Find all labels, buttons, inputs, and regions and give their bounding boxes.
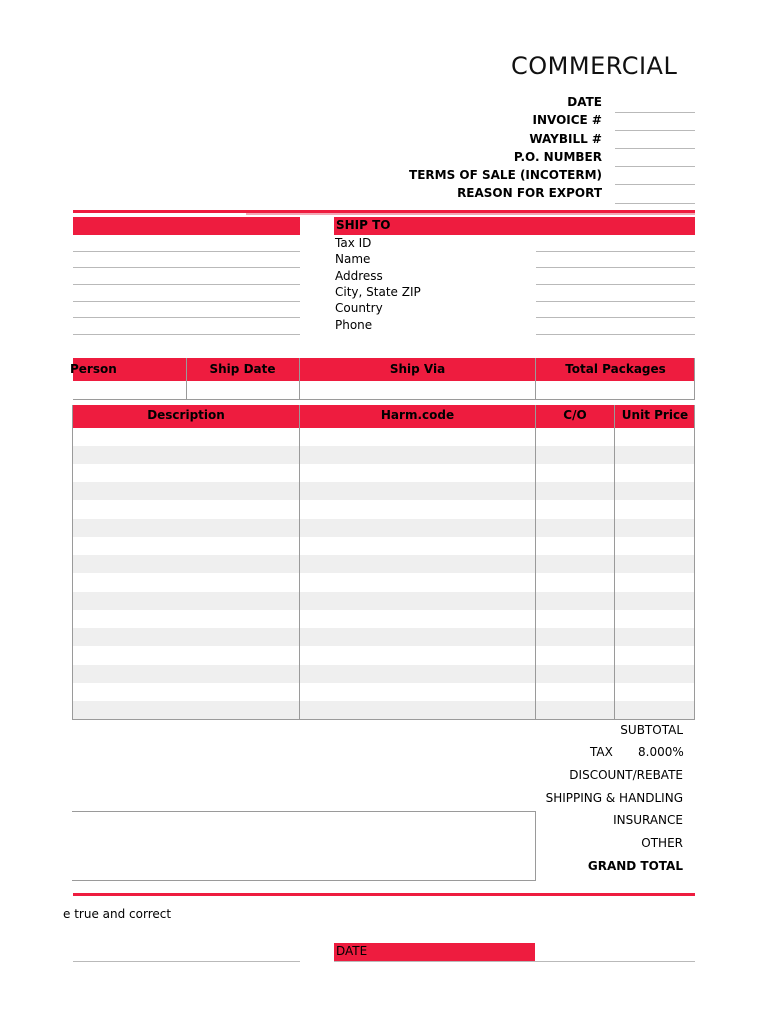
total-packages-cell[interactable]	[536, 382, 694, 399]
person-cell[interactable]	[74, 382, 185, 399]
ship-from-line[interactable]	[73, 334, 300, 335]
ship-to-tax-id-field[interactable]	[536, 251, 695, 252]
table-row[interactable]	[73, 555, 694, 573]
signature-date-label: DATE	[336, 944, 368, 958]
column-divider	[535, 405, 536, 720]
ship-from-line[interactable]	[73, 301, 300, 302]
ship-to-name-label: Name	[335, 252, 371, 266]
items-col-description: Description	[147, 408, 225, 422]
ship-to-address-field[interactable]	[536, 284, 695, 285]
certification-text: e true and correct	[63, 907, 172, 921]
table-row[interactable]	[73, 665, 694, 683]
section-divider-shadow	[246, 213, 695, 215]
shipping-col-total-packages: Total Packages	[565, 362, 666, 376]
discount-label: DISCOUNT/REBATE	[569, 768, 683, 782]
shipping-col-ship-via: Ship Via	[389, 362, 446, 376]
waybill-label: WAYBILL #	[529, 132, 602, 146]
ship-date-cell[interactable]	[187, 382, 299, 399]
ship-from-line[interactable]	[73, 317, 300, 318]
ship-to-tax-id-label: Tax ID	[335, 236, 372, 250]
items-table-bottom	[72, 719, 695, 720]
waybill-field[interactable]	[615, 148, 695, 149]
ship-to-heading: SHIP TO	[336, 218, 391, 232]
table-row[interactable]	[73, 482, 694, 500]
column-divider	[694, 358, 695, 400]
document-title: COMMERCIAL	[511, 52, 678, 80]
tax-label: TAX	[590, 745, 613, 759]
table-row[interactable]	[73, 628, 694, 646]
shipping-handling-label: SHIPPING & HANDLING	[545, 791, 683, 805]
signature-line[interactable]	[73, 961, 300, 962]
invoice-number-field[interactable]	[615, 130, 695, 131]
subtotal-label: SUBTOTAL	[620, 723, 683, 737]
ship-from-line[interactable]	[73, 267, 300, 268]
ship-to-city-label: City, State ZIP	[335, 285, 421, 299]
column-divider	[299, 405, 300, 720]
other-label: OTHER	[641, 836, 683, 850]
comments-box[interactable]	[72, 811, 536, 881]
ship-from-line[interactable]	[73, 251, 300, 252]
signature-date-line[interactable]	[334, 961, 695, 962]
terms-of-sale-field[interactable]	[615, 184, 695, 185]
items-col-country-of-origin: C/O	[563, 408, 587, 422]
insurance-label: INSURANCE	[613, 813, 683, 827]
footer-divider	[73, 893, 695, 896]
grand-total-label: GRAND TOTAL	[587, 859, 683, 873]
ship-to-phone-field[interactable]	[536, 334, 695, 335]
ship-from-heading-bar	[73, 217, 300, 235]
po-number-label: P.O. NUMBER	[513, 150, 602, 164]
table-row[interactable]	[73, 592, 694, 610]
column-divider	[694, 405, 695, 720]
table-row[interactable]	[73, 701, 694, 719]
table-row[interactable]	[73, 519, 694, 537]
ship-to-country-label: Country	[335, 301, 383, 315]
items-col-harm-code: Harm.code	[380, 408, 455, 422]
column-divider	[72, 405, 73, 720]
date-label: DATE	[567, 95, 602, 109]
table-row[interactable]	[73, 446, 694, 464]
terms-of-sale-label: TERMS OF SALE (INCOTERM)	[409, 168, 602, 182]
reason-for-export-label: REASON FOR EXPORT	[457, 186, 602, 200]
shipping-table-bottom	[73, 399, 695, 400]
ship-to-name-field[interactable]	[536, 267, 695, 268]
ship-to-phone-label: Phone	[335, 318, 373, 332]
shipping-col-ship-date: Ship Date	[209, 362, 276, 376]
ship-to-city-field[interactable]	[536, 301, 695, 302]
tax-rate-value: 8.000%	[638, 745, 684, 759]
shipping-col-person: Person	[70, 362, 117, 376]
po-number-field[interactable]	[615, 166, 695, 167]
reason-for-export-field[interactable]	[615, 203, 695, 204]
invoice-number-label: INVOICE #	[532, 113, 602, 127]
items-col-unit-price: Unit Price	[621, 408, 689, 422]
ship-via-cell[interactable]	[300, 382, 535, 399]
date-field[interactable]	[615, 112, 695, 113]
column-divider	[614, 405, 615, 720]
ship-to-address-label: Address	[335, 269, 383, 283]
ship-from-line[interactable]	[73, 284, 300, 285]
ship-to-country-field[interactable]	[536, 317, 695, 318]
